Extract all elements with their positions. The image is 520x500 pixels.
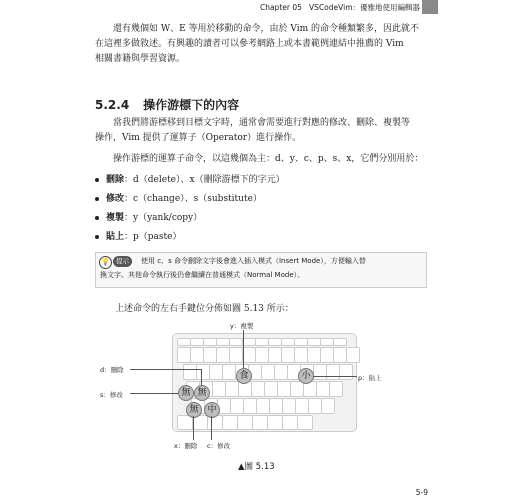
section-number: 5.2.4 xyxy=(95,98,130,112)
bullet-dot xyxy=(95,178,99,182)
keyboard-key xyxy=(307,347,321,363)
section-heading xyxy=(95,96,239,113)
keyboard-key xyxy=(261,364,275,380)
lightbulb-icon: 💡 xyxy=(99,256,112,269)
keyboard-key xyxy=(203,338,217,346)
leader-x xyxy=(193,416,194,440)
bullet-term: 修改 xyxy=(106,194,125,204)
keyboard-key xyxy=(313,364,327,380)
label-x: x：刪除 xyxy=(174,442,198,450)
keyboard-key xyxy=(222,364,236,380)
section-line-2: 操作，Vim 提供了運算子（Operator）進行操作。 xyxy=(95,133,302,143)
keyboard-key xyxy=(256,398,270,414)
figure-caption: ▲圖 5.13 xyxy=(238,462,275,472)
keyboard-key xyxy=(346,347,360,363)
intro-paragraph xyxy=(95,22,430,67)
key-mark-y: 食 xyxy=(236,368,252,384)
keyboard-key xyxy=(295,398,309,414)
keyboard-key xyxy=(297,415,313,430)
keyboard-key xyxy=(251,381,265,397)
keyboard-key xyxy=(277,381,291,397)
keyboard-key xyxy=(274,364,288,380)
label-y: y：複製 xyxy=(230,322,254,330)
keyboard-key xyxy=(203,347,217,363)
key-mark-s: 無 xyxy=(178,385,194,401)
section-paragraph xyxy=(95,116,430,146)
operators-intro: 操作游標的運算子命令，以這幾個為主：d、y、c、p、s、x，它們分別用於： xyxy=(113,154,424,164)
page-header xyxy=(0,0,520,14)
keyboard-key xyxy=(212,381,226,397)
figure-intro: 上述命令的左右手鍵位分佈如圖 5.13 所示： xyxy=(115,304,294,314)
header-bar xyxy=(422,0,438,14)
keyboard-diagram xyxy=(172,333,357,432)
keyboard-key xyxy=(269,398,283,414)
key-mark-x: 無 xyxy=(186,402,202,418)
keyboard-key xyxy=(333,338,347,346)
leader-d-v xyxy=(201,369,202,385)
keyboard-key xyxy=(333,347,347,363)
bullet-dot xyxy=(95,197,99,201)
keyboard-key xyxy=(242,347,256,363)
keyboard-key xyxy=(190,338,204,346)
keyboard-key xyxy=(320,338,334,346)
bullet-yank xyxy=(95,210,202,223)
bullet-change xyxy=(95,191,262,204)
bullet-text: ：y（yank/copy） xyxy=(124,213,203,223)
keyboard-key xyxy=(243,398,257,414)
keyboard-key xyxy=(216,338,230,346)
bullet-delete xyxy=(95,172,285,185)
keyboard-key xyxy=(320,347,334,363)
keyboard-key xyxy=(329,381,343,397)
keyboard-key xyxy=(229,338,243,346)
tip-box xyxy=(95,252,427,288)
keyboard-key xyxy=(242,338,256,346)
bullet-term: 刪除 xyxy=(106,175,125,185)
keyboard-key xyxy=(267,415,283,430)
key-mark-d: 無 xyxy=(194,385,210,401)
leader-y xyxy=(243,330,244,368)
keyboard-key xyxy=(252,415,268,430)
keyboard-key xyxy=(209,364,223,380)
tip-line-1: 使用 c、s 命令刪除文字後會進入插入模式（Insert Mode），方便輸入替 xyxy=(141,257,366,265)
keyboard-key xyxy=(196,364,210,380)
bullet-term: 貼上 xyxy=(106,232,125,242)
bullet-text: ：p（paste） xyxy=(124,232,182,242)
keyboard-key xyxy=(339,364,353,380)
key-mark-c: 中 xyxy=(204,402,220,418)
label-s: s：修改 xyxy=(100,391,123,399)
keyboard-key xyxy=(183,364,197,380)
bullet-paste xyxy=(95,229,181,242)
keyboard-key xyxy=(268,338,282,346)
bullet-text: ：c（change）、s（substitute） xyxy=(124,194,262,204)
keyboard-key xyxy=(230,398,244,414)
section-title: 操作游標下的內容 xyxy=(143,98,240,112)
label-p: p：貼上 xyxy=(358,374,382,382)
leader-d-h xyxy=(130,369,201,370)
bullet-term: 複製 xyxy=(106,213,125,223)
keyboard-key xyxy=(281,338,295,346)
keyboard-key xyxy=(255,338,269,346)
section-line-1: 當我們將游標移到目標文字時，通常會需要進行對應的修改、刪除、複製等 xyxy=(113,118,411,128)
label-c: c：修改 xyxy=(207,442,231,450)
intro-line-2: 在這裡多做敘述。有興趣的讀者可以參考網路上或本書範例連結中推薦的 Vim xyxy=(95,39,404,49)
bullet-dot xyxy=(95,235,99,239)
keyboard-key xyxy=(326,364,340,380)
keyboard-key xyxy=(294,347,308,363)
keyboard-key xyxy=(307,338,321,346)
keyboard-key xyxy=(237,415,253,430)
keyboard-key xyxy=(321,398,335,414)
keyboard-key xyxy=(190,347,204,363)
bullet-dot xyxy=(95,216,99,220)
intro-line-3: 相關書籍與學習資源。 xyxy=(95,54,186,64)
keyboard-key xyxy=(316,381,330,397)
keyboard-key xyxy=(229,347,243,363)
chapter-title: VSCodeVim：優雅地使用編輯器 xyxy=(309,3,420,12)
leader-s xyxy=(130,393,178,394)
keyboard-key xyxy=(268,347,282,363)
page-number: 5-9 xyxy=(415,488,428,497)
keyboard-key xyxy=(281,347,295,363)
keyboard-key xyxy=(294,338,308,346)
label-d: d：刪除 xyxy=(100,366,124,374)
tip-badge: 提示 xyxy=(113,256,132,267)
keyboard-key xyxy=(308,398,322,414)
keyboard-key xyxy=(290,381,304,397)
keyboard-key xyxy=(216,347,230,363)
leader-p xyxy=(313,376,357,377)
leader-c xyxy=(211,416,212,440)
tip-line-2: 換文字。其他命令執行後仍會繼續在普通模式（Normal Mode）。 xyxy=(100,271,305,279)
keyboard-key xyxy=(225,381,239,397)
keyboard-key xyxy=(282,415,298,430)
keyboard-key xyxy=(282,398,296,414)
keyboard-key xyxy=(177,338,191,346)
bullet-text: ：d（delete）、x（刪除游標下的字元） xyxy=(124,175,285,185)
keyboard-key xyxy=(255,347,269,363)
chapter-label: Chapter 05 xyxy=(259,3,302,12)
intro-line-1: 還有幾個如 W、E 等用於移動的命令，由於 Vim 的命令種類繁多，因此就不 xyxy=(113,24,420,34)
keyboard-key xyxy=(222,415,238,430)
key-mark-p: 小 xyxy=(298,368,314,384)
keyboard-key xyxy=(264,381,278,397)
keyboard-key xyxy=(177,347,191,363)
